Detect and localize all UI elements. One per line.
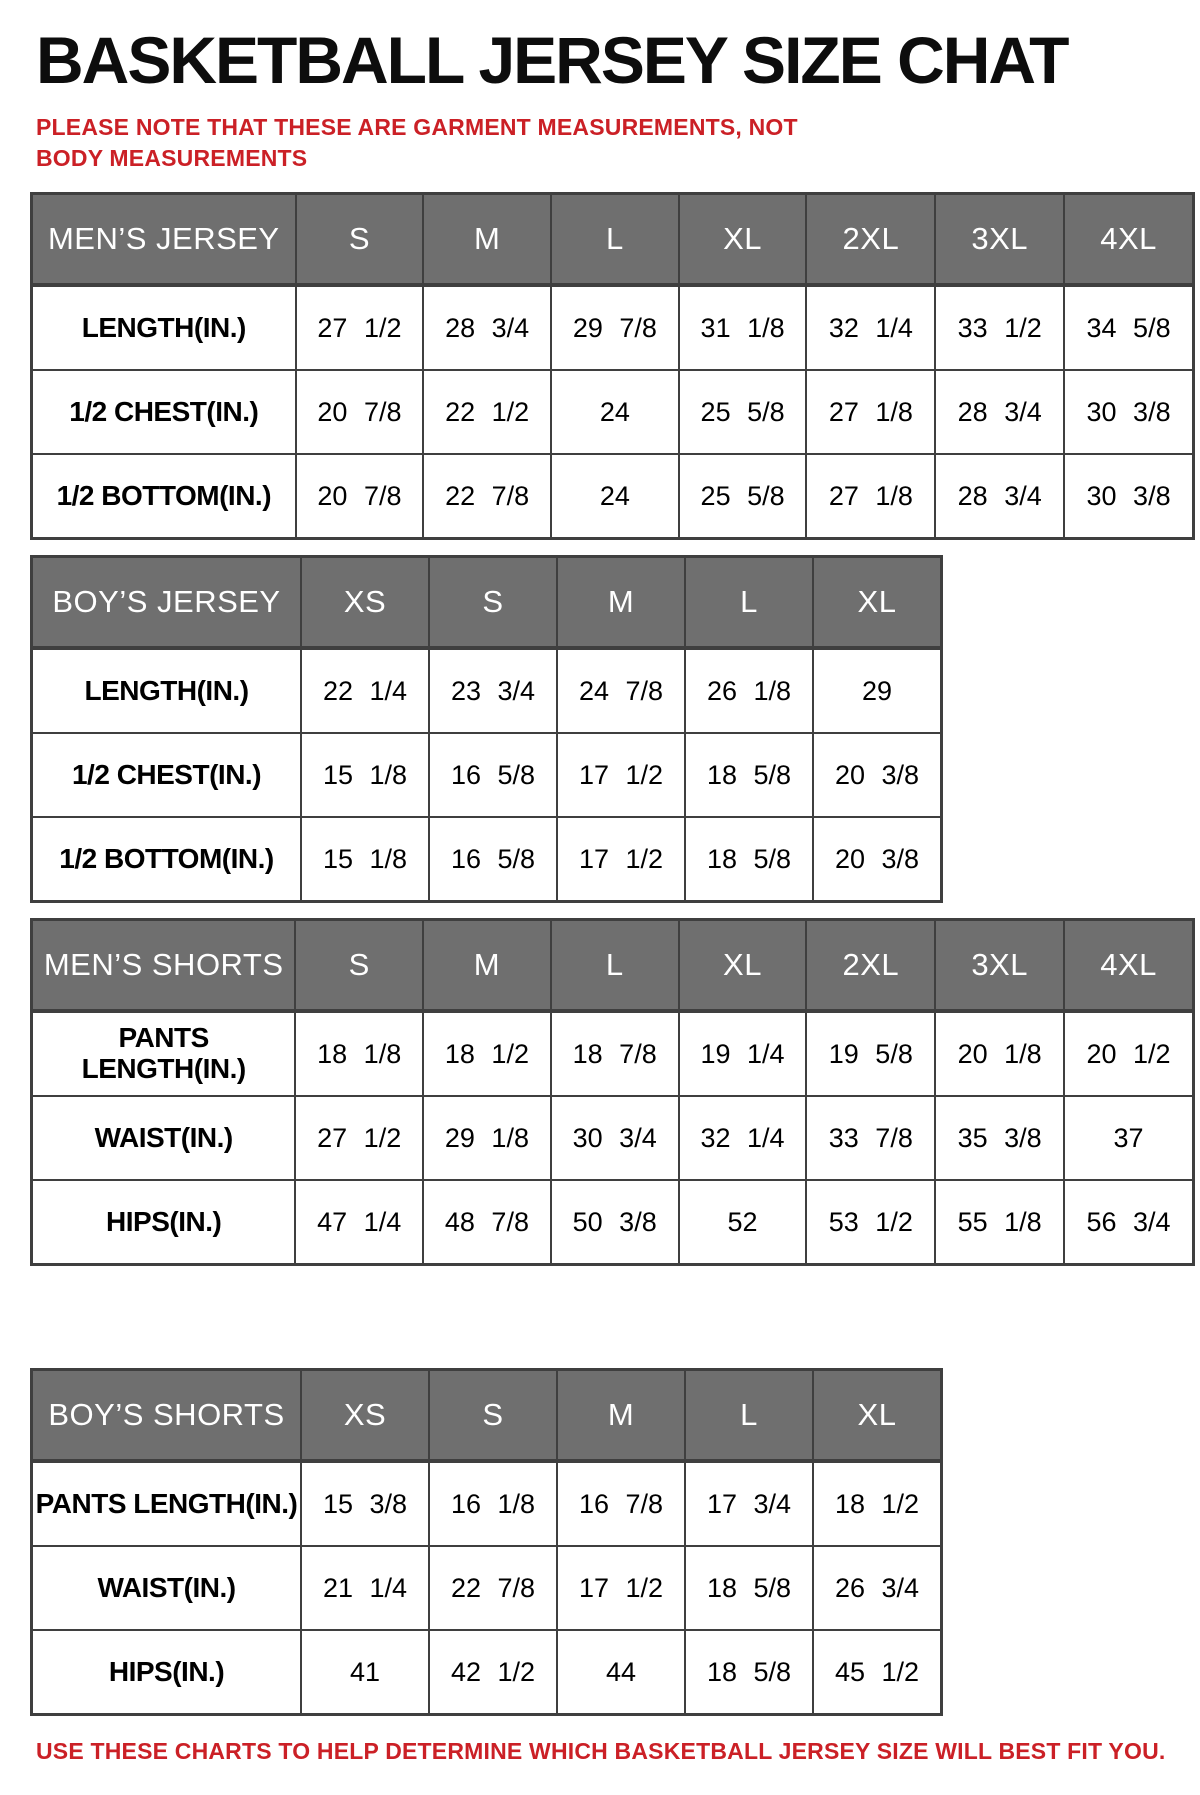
size-value-cell: 30 3/8 bbox=[1064, 370, 1193, 454]
size-value-cell: 18 5/8 bbox=[685, 1546, 813, 1630]
row-label-cell: 1/2 CHEST(IN.) bbox=[32, 370, 296, 454]
garment-measurement-note: PLEASE NOTE THAT THESE ARE GARMENT MEASUREMENTS, NOT BODY MEASUREMENTS bbox=[36, 114, 798, 172]
size-value-cell: 47 1/4 bbox=[295, 1180, 423, 1265]
size-value-cell: 15 1/8 bbox=[301, 817, 429, 902]
size-value-cell: 34 5/8 bbox=[1064, 285, 1193, 370]
row-label-cell: HIPS(IN.) bbox=[32, 1630, 302, 1715]
size-col-header: XS bbox=[301, 557, 429, 649]
size-col-header: M bbox=[557, 1370, 685, 1462]
size-value-cell: 27 1/8 bbox=[806, 370, 935, 454]
size-col-header: M bbox=[423, 194, 551, 286]
mens-jersey-table bbox=[30, 192, 1195, 540]
size-value-cell: 30 3/4 bbox=[551, 1096, 679, 1180]
size-value-cell: 28 3/4 bbox=[935, 370, 1064, 454]
size-value-cell: 18 1/8 bbox=[295, 1011, 423, 1096]
row-label-cell: PANTS LENGTH(IN.) bbox=[32, 1461, 302, 1546]
size-value-cell: 18 5/8 bbox=[685, 1630, 813, 1715]
row-label-cell: 1/2 BOTTOM(IN.) bbox=[32, 817, 302, 902]
size-value-cell: 23 3/4 bbox=[429, 648, 557, 733]
size-col-header: XL bbox=[679, 920, 807, 1012]
row-label-cell: LENGTH(IN.) bbox=[32, 648, 302, 733]
size-value-cell: 25 5/8 bbox=[679, 454, 807, 539]
table-name-cell: MEN’S JERSEY bbox=[32, 194, 296, 286]
size-col-header: XS bbox=[301, 1370, 429, 1462]
size-col-header: 2XL bbox=[806, 920, 935, 1012]
size-value-cell: 24 7/8 bbox=[557, 648, 685, 733]
size-col-header: L bbox=[551, 194, 679, 286]
size-col-header: 2XL bbox=[806, 194, 935, 286]
size-col-header: M bbox=[557, 557, 685, 649]
table-row bbox=[32, 1630, 942, 1715]
size-value-cell: 35 3/8 bbox=[935, 1096, 1064, 1180]
table-row bbox=[32, 1096, 1194, 1180]
size-col-header: 4XL bbox=[1064, 920, 1193, 1012]
header-row bbox=[32, 194, 1194, 286]
size-value-cell: 18 5/8 bbox=[685, 817, 813, 902]
table-row bbox=[32, 733, 942, 817]
size-value-cell: 20 3/8 bbox=[813, 817, 942, 902]
size-value-cell: 41 bbox=[301, 1630, 429, 1715]
fit-advice-footer: USE THESE CHARTS TO HELP DETERMINE WHICH BASKETBALL JERSEY SIZE WILL BEST FIT YOU. bbox=[36, 1738, 1166, 1765]
size-value-cell: 29 bbox=[813, 648, 942, 733]
size-value-cell: 25 5/8 bbox=[679, 370, 807, 454]
size-value-cell: 50 3/8 bbox=[551, 1180, 679, 1265]
size-col-header: XL bbox=[679, 194, 807, 286]
size-value-cell: 15 3/8 bbox=[301, 1461, 429, 1546]
table-row bbox=[32, 370, 1194, 454]
size-value-cell: 30 3/8 bbox=[1064, 454, 1193, 539]
size-value-cell: 20 1/2 bbox=[1064, 1011, 1193, 1096]
size-col-header: M bbox=[423, 920, 551, 1012]
row-label-cell: 1/2 CHEST(IN.) bbox=[32, 733, 302, 817]
size-value-cell: 26 1/8 bbox=[685, 648, 813, 733]
size-col-header: S bbox=[429, 1370, 557, 1462]
size-value-cell: 37 bbox=[1064, 1096, 1193, 1180]
table-name-cell: BOY’S JERSEY bbox=[32, 557, 302, 649]
table-row bbox=[32, 1011, 1194, 1096]
size-value-cell: 24 bbox=[551, 454, 679, 539]
table-row bbox=[32, 285, 1194, 370]
size-value-cell: 18 1/2 bbox=[423, 1011, 551, 1096]
size-value-cell: 26 3/4 bbox=[813, 1546, 942, 1630]
size-value-cell: 33 1/2 bbox=[935, 285, 1064, 370]
size-value-cell: 18 7/8 bbox=[551, 1011, 679, 1096]
size-value-cell: 17 1/2 bbox=[557, 817, 685, 902]
page-title: BASKETBALL JERSEY SIZE CHAT bbox=[36, 23, 1068, 97]
size-value-cell: 27 1/2 bbox=[295, 1096, 423, 1180]
size-value-cell: 15 1/8 bbox=[301, 733, 429, 817]
size-value-cell: 16 1/8 bbox=[429, 1461, 557, 1546]
row-label-cell: HIPS(IN.) bbox=[32, 1180, 296, 1265]
size-value-cell: 21 1/4 bbox=[301, 1546, 429, 1630]
size-value-cell: 20 3/8 bbox=[813, 733, 942, 817]
size-value-cell: 16 5/8 bbox=[429, 817, 557, 902]
size-value-cell: 32 1/4 bbox=[679, 1096, 807, 1180]
size-value-cell: 20 7/8 bbox=[296, 370, 424, 454]
size-value-cell: 53 1/2 bbox=[806, 1180, 935, 1265]
size-value-cell: 22 1/4 bbox=[301, 648, 429, 733]
table-name-cell: BOY’S SHORTS bbox=[32, 1370, 302, 1462]
size-col-header: S bbox=[429, 557, 557, 649]
size-value-cell: 17 3/4 bbox=[685, 1461, 813, 1546]
size-col-header: S bbox=[295, 920, 423, 1012]
table-row bbox=[32, 1180, 1194, 1265]
size-col-header: S bbox=[296, 194, 424, 286]
size-value-cell: 33 7/8 bbox=[806, 1096, 935, 1180]
size-value-cell: 18 1/2 bbox=[813, 1461, 942, 1546]
size-value-cell: 20 7/8 bbox=[296, 454, 424, 539]
size-value-cell: 27 1/8 bbox=[806, 454, 935, 539]
size-value-cell: 31 1/8 bbox=[679, 285, 807, 370]
size-value-cell: 28 3/4 bbox=[423, 285, 551, 370]
size-value-cell: 19 1/4 bbox=[679, 1011, 807, 1096]
size-value-cell: 48 7/8 bbox=[423, 1180, 551, 1265]
table-row bbox=[32, 454, 1194, 539]
table-row bbox=[32, 1461, 942, 1546]
size-value-cell: 17 1/2 bbox=[557, 733, 685, 817]
size-value-cell: 22 7/8 bbox=[429, 1546, 557, 1630]
size-col-header: 4XL bbox=[1064, 194, 1193, 286]
size-value-cell: 22 7/8 bbox=[423, 454, 551, 539]
boys-jersey-table bbox=[30, 555, 943, 903]
size-value-cell: 56 3/4 bbox=[1064, 1180, 1193, 1265]
size-value-cell: 16 5/8 bbox=[429, 733, 557, 817]
size-col-header: L bbox=[551, 920, 679, 1012]
row-label-cell: WAIST(IN.) bbox=[32, 1546, 302, 1630]
size-col-header: 3XL bbox=[935, 920, 1064, 1012]
size-col-header: XL bbox=[813, 557, 942, 649]
row-label-cell: WAIST(IN.) bbox=[32, 1096, 296, 1180]
size-value-cell: 32 1/4 bbox=[806, 285, 935, 370]
size-value-cell: 44 bbox=[557, 1630, 685, 1715]
size-col-header: 3XL bbox=[935, 194, 1064, 286]
row-label-cell: PANTS LENGTH(IN.) bbox=[32, 1011, 296, 1096]
size-value-cell: 18 5/8 bbox=[685, 733, 813, 817]
boys-shorts-table bbox=[30, 1368, 943, 1716]
size-value-cell: 29 1/8 bbox=[423, 1096, 551, 1180]
size-value-cell: 19 5/8 bbox=[806, 1011, 935, 1096]
table-row bbox=[32, 817, 942, 902]
size-col-header: L bbox=[685, 557, 813, 649]
header-row bbox=[32, 1370, 942, 1462]
size-value-cell: 22 1/2 bbox=[423, 370, 551, 454]
size-value-cell: 20 1/8 bbox=[935, 1011, 1064, 1096]
size-col-header: L bbox=[685, 1370, 813, 1462]
size-value-cell: 52 bbox=[679, 1180, 807, 1265]
table-name-cell: MEN’S SHORTS bbox=[32, 920, 296, 1012]
header-row bbox=[32, 557, 942, 649]
size-value-cell: 45 1/2 bbox=[813, 1630, 942, 1715]
size-value-cell: 16 7/8 bbox=[557, 1461, 685, 1546]
table-row bbox=[32, 648, 942, 733]
size-value-cell: 55 1/8 bbox=[935, 1180, 1064, 1265]
size-value-cell: 24 bbox=[551, 370, 679, 454]
table-row bbox=[32, 1546, 942, 1630]
size-col-header: XL bbox=[813, 1370, 942, 1462]
size-value-cell: 42 1/2 bbox=[429, 1630, 557, 1715]
size-value-cell: 28 3/4 bbox=[935, 454, 1064, 539]
header-row bbox=[32, 920, 1194, 1012]
size-value-cell: 27 1/2 bbox=[296, 285, 424, 370]
size-tables bbox=[30, 192, 1195, 1716]
size-value-cell: 17 1/2 bbox=[557, 1546, 685, 1630]
mens-shorts-table bbox=[30, 918, 1195, 1266]
row-label-cell: LENGTH(IN.) bbox=[32, 285, 296, 370]
row-label-cell: 1/2 BOTTOM(IN.) bbox=[32, 454, 296, 539]
size-value-cell: 29 7/8 bbox=[551, 285, 679, 370]
